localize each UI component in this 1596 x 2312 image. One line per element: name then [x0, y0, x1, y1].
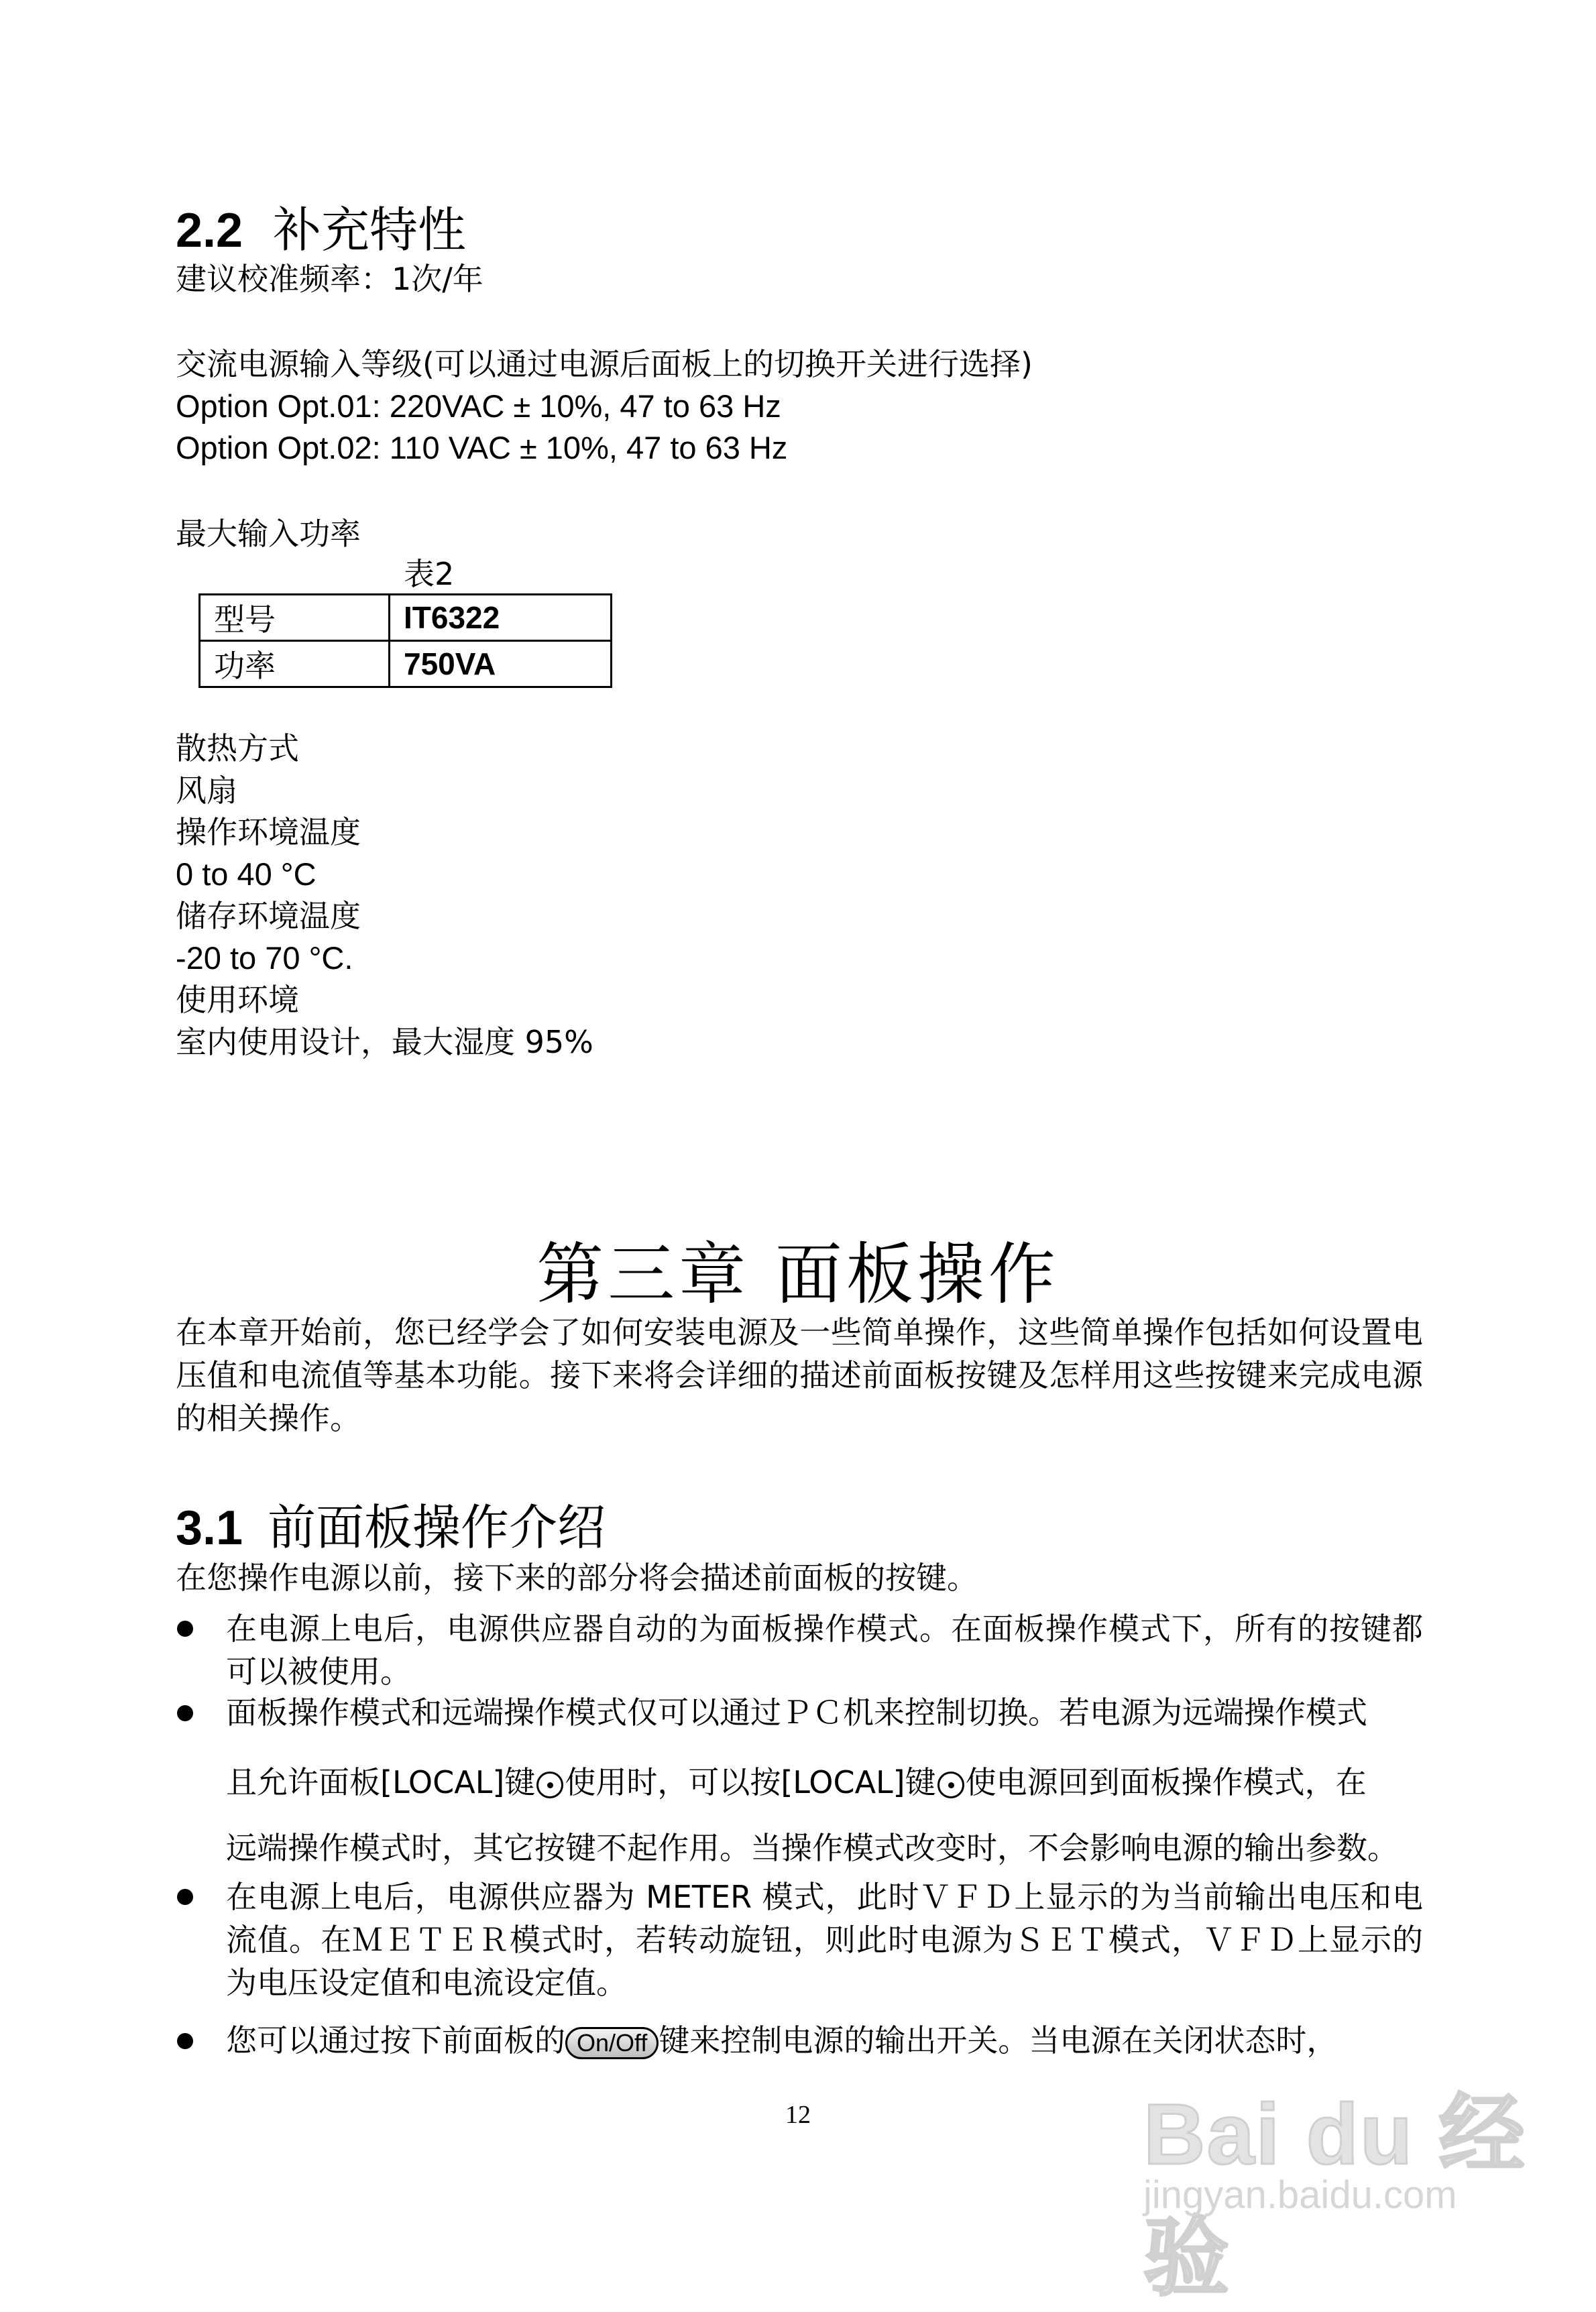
bullet-icon	[177, 1705, 193, 1721]
table-cell-value: 750VA	[390, 641, 612, 687]
local-key-icon	[536, 1772, 563, 1798]
bullet-1-text: 在电源上电后，电源供应器自动的为面板操作模式。在面板操作模式下，所有的按键都可以被使用。	[226, 1611, 1423, 1690]
cooling-label: 散热方式	[176, 730, 299, 766]
bullet-2-line-1: 面板操作模式和远端操作模式仅可以通过ＰＣ机来控制切换。若电源为远端操作模式	[226, 1694, 1367, 1731]
table-row	[200, 641, 612, 687]
bullet-2-text-c: 使电源回到面板操作模式，在	[965, 1764, 1367, 1800]
table-caption: 表2	[404, 556, 455, 592]
table-cell-label: 型号	[200, 595, 390, 641]
spec-table	[198, 593, 612, 688]
bullet-2-text-a: 且允许面板[LOCAL]键	[226, 1764, 536, 1800]
calibration-frequency: 建议校准频率：1次/年	[176, 261, 483, 297]
section-2-2-heading	[176, 191, 466, 261]
table-cell-label: 功率	[200, 641, 390, 687]
table-row	[200, 595, 612, 641]
ac-input-label: 交流电源输入等级(可以通过电源后面板上的切换开关进行选择)	[176, 346, 1033, 382]
storage-temp-label: 储存环境温度	[176, 898, 361, 934]
bullet-icon	[177, 1621, 193, 1637]
bullet-2-text-b: 使用时，可以按[LOCAL]键	[565, 1764, 936, 1800]
cooling-value: 风扇	[176, 772, 237, 809]
section-title: 前面板操作介绍	[267, 1499, 606, 1556]
bullet-4-line	[226, 2020, 1337, 2061]
bullet-icon	[177, 1889, 193, 1905]
environment-value: 室内使用设计，最大湿度 95%	[176, 1024, 593, 1060]
operating-temp-value: 0 to 40 °C	[176, 856, 317, 892]
chapter-title: 第三章 面板操作	[536, 1235, 1060, 1314]
option-01: Option Opt.01: 220VAC ± 10%, 47 to 63 Hz	[176, 388, 781, 424]
watermark-url: jingyan.baidu.com	[1143, 2173, 1457, 2217]
section-number: 3.1	[176, 1501, 243, 1555]
max-input-power-label: 最大输入功率	[176, 516, 361, 552]
on-off-key-icon: On/Off	[565, 2027, 659, 2059]
bullet-4-text-a: 您可以通过按下前面板的	[226, 2022, 565, 2059]
local-key-icon	[937, 1772, 964, 1798]
option-02: Option Opt.02: 110 VAC ± 10%, 47 to 63 Hz	[176, 430, 788, 465]
operating-temp-label: 操作环境温度	[176, 814, 361, 850]
section-lead: 在您操作电源以前，接下来的部分将会描述前面板的按键。	[176, 1560, 978, 1596]
bullet-2-line-3: 远端操作模式时，其它按键不起作用。当操作模式改变时，不会影响电源的输出参数。	[226, 1830, 1398, 1866]
bullet-2-line-2	[226, 1761, 1367, 1803]
bullet-3-text: 在电源上电后，电源供应器为 METER 模式，此时ＶＦＤ上显示的为当前输出电压和电流值。在ＭＥＴＥＲ模式时，若转动旋钮，则此时电源为ＳＥＴ模式，ＶＦＤ上显示的为电压设定值和电流设定值。	[226, 1879, 1423, 2001]
page-number: 12	[785, 2101, 811, 2129]
watermark-logo: Bai du 经验	[1143, 2087, 1526, 2306]
chapter-intro: 在本章开始前，您已经学会了如何安装电源及一些简单操作，这些简单操作包括如何设置电压值和电流值等基本功能。接下来将会详细的描述前面板按键及怎样用这些按键来完成电源的相关操作。	[176, 1314, 1423, 1436]
section-3-1-heading	[176, 1489, 606, 1558]
section-number: 2.2	[176, 204, 243, 257]
section-title: 补充特性	[272, 202, 466, 258]
storage-temp-value: -20 to 70 °C.	[176, 940, 353, 976]
environment-label: 使用环境	[176, 982, 299, 1018]
baidu-jingyan-watermark	[1143, 2065, 1596, 2312]
table-cell-value: IT6322	[390, 595, 612, 641]
bullet-icon	[177, 2033, 193, 2049]
bullet-4-text-b: 键来控制电源的输出开关。当电源在关闭状态时，	[659, 2022, 1338, 2059]
